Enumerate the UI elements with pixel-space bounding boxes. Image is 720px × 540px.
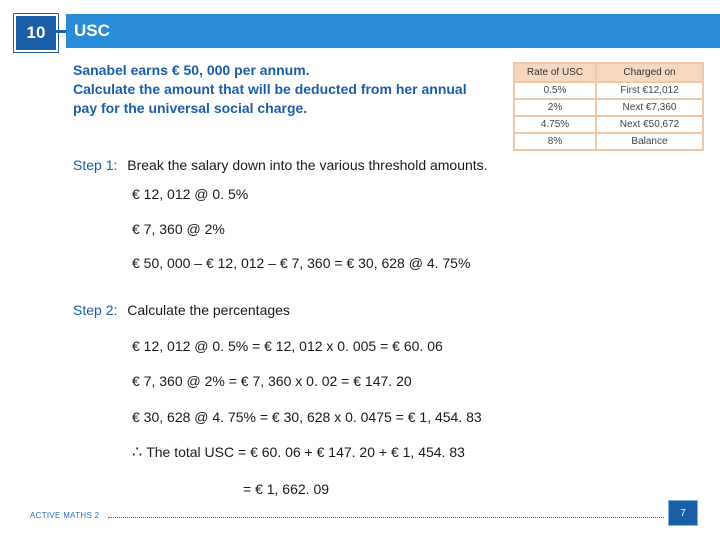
table-header-row [514,63,703,82]
table-cell: Next €50,672 [596,116,703,133]
table-row [514,99,703,116]
page-number-badge: 7 [668,500,698,526]
therefore-symbol: ∴ [132,444,143,461]
step-1-text: Break the salary down into the various threshold amounts. [127,157,488,173]
total-usc-text: The total USC = € 60. 06 + € 147. 20 + € 1, 454. 83 [146,444,465,460]
table-cell: Next €7,360 [596,99,703,116]
title-bar [66,14,720,48]
total-usc-result: = € 1, 662. 09 [243,481,330,497]
total-usc-line [132,442,465,462]
footer-dotted-rule [108,517,664,518]
step-1-line: € 12, 012 @ 0. 5% [132,186,249,202]
footer-book-title: ACTIVE MATHS 2 [30,511,100,520]
problem-line: Sanabel earns € 50, 000 per annum. [73,62,310,78]
table-cell: 4.75% [514,116,596,133]
section-number-badge: 10 [14,14,58,52]
table-row [514,116,703,133]
step-2-line: € 30, 628 @ 4. 75% = € 30, 628 x 0. 0475 = € 1, 454. 83 [132,409,482,425]
problem-line: pay for the universal social charge. [73,100,308,116]
step-1-label: Step 1: [73,157,118,173]
table-row [514,82,703,99]
column-header-charged-on: Charged on [596,63,703,82]
step-2-text: Calculate the percentages [127,302,290,318]
step-1-line: € 50, 000 – € 12, 012 – € 7, 360 = € 30, 628 @ 4. 75% [132,255,471,271]
table-cell: First €12,012 [596,82,703,99]
table-row [514,133,703,150]
page-title: USC [74,21,110,40]
table-cell: Balance [596,133,703,150]
step-2-line: € 12, 012 @ 0. 5% = € 12, 012 x 0. 005 = € 60. 06 [132,338,443,354]
usc-rate-table [513,62,704,151]
step-2-line: € 7, 360 @ 2% = € 7, 360 x 0. 02 = € 147. 20 [132,373,412,389]
step-1-line: € 7, 360 @ 2% [132,221,225,237]
table-cell: 8% [514,133,596,150]
problem-line: Calculate the amount that will be deducted from her annual [73,81,467,97]
column-header-rate: Rate of USC [514,63,596,82]
table-cell: 2% [514,99,596,116]
problem-statement [73,61,513,118]
step-2-label: Step 2: [73,302,118,318]
step-1-heading [73,157,488,173]
table-cell: 0.5% [514,82,596,99]
step-2-heading [73,302,290,318]
